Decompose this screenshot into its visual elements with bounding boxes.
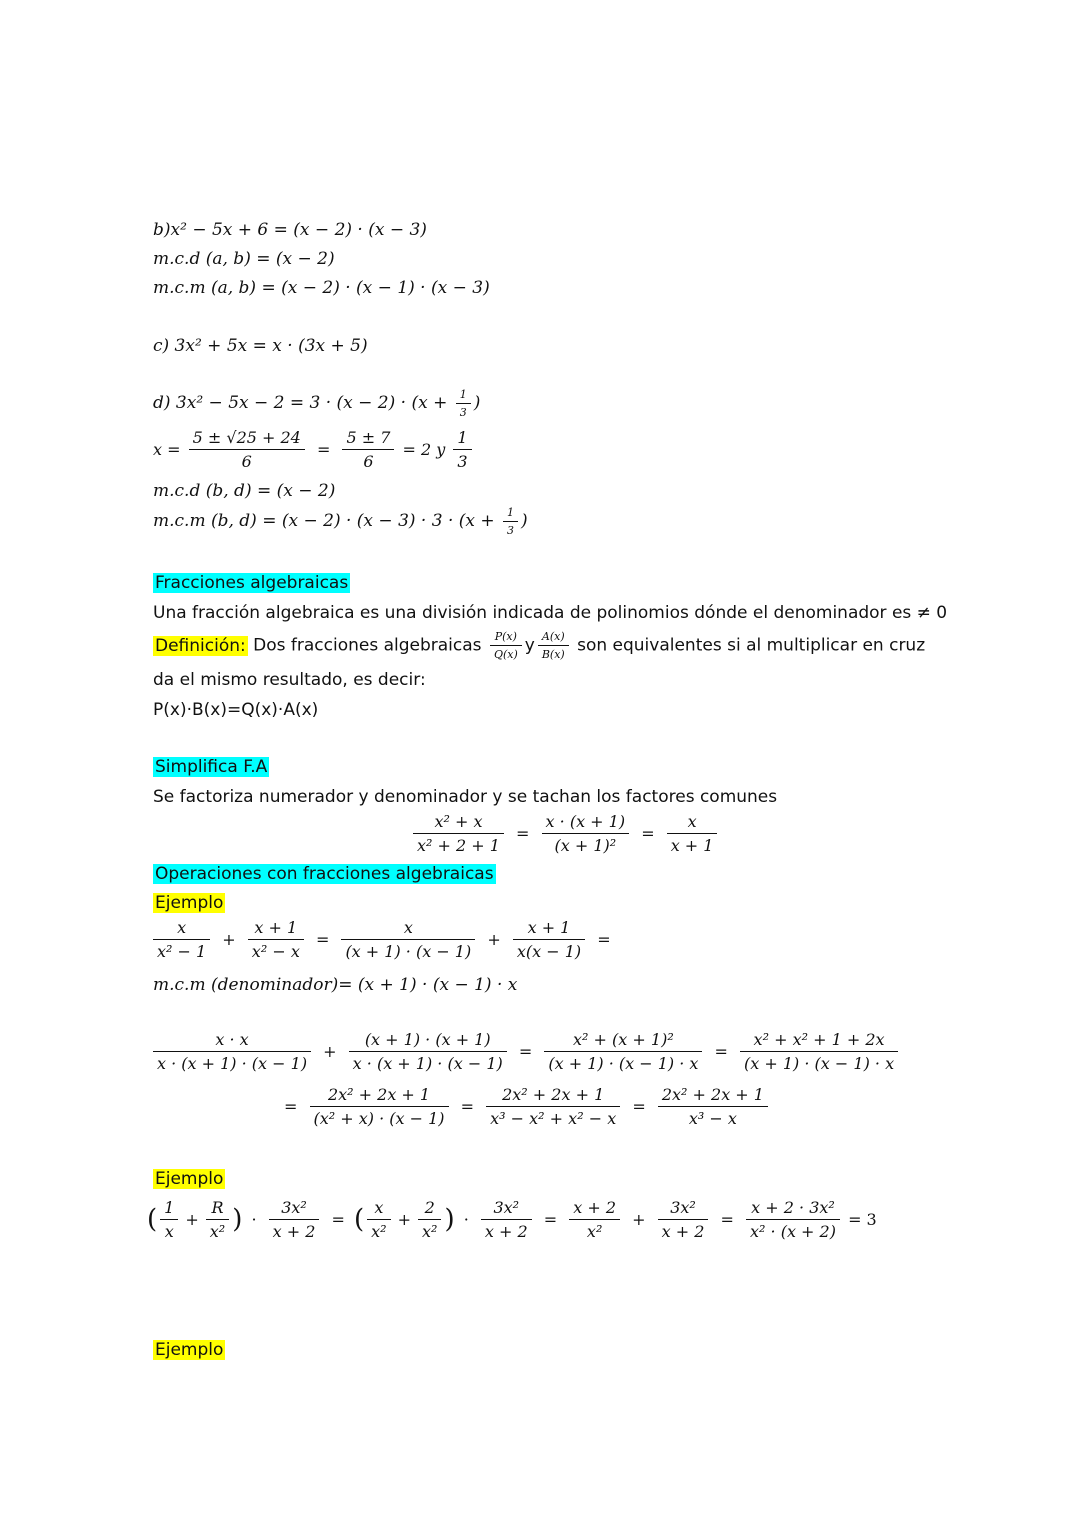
e3-frac-7: $\frac{x + 2}{\text{x²}}$ (569, 1198, 620, 1241)
e2-frac-4: $\frac{\text{x² + x² + 1 + 2x}}{(x + 1) \cdot (x - 1) \cdot x}$ (740, 1030, 898, 1073)
e1-frac-2: $\frac{x + 1}{\text{x² − x}}$ (248, 918, 304, 961)
e3-frac-3: $\frac{\text{3x²}}{x + 2}$ (269, 1198, 320, 1241)
e3-result: = 3 (848, 1210, 877, 1229)
simplifica-equation: $\frac{\text{x² + x}}{\text{x² + 2 + 1}}$ = $\frac{x \cdot (x + 1)}{\text{(x + 1)²}}$ = $\frac{x}{x + 1}$ (410, 812, 720, 855)
d-mcm-line (153, 506, 528, 537)
c-factor-line: c) 3x² + 5x = x · (3x + 5) (153, 336, 368, 356)
e3-frac-1: $\frac{1}{x}$ (160, 1198, 178, 1241)
mcm-denominador: m.c.m (denominador)= (x + 1) · (x − 1) · x (153, 975, 518, 995)
e2-frac-3: $\frac{\text{x² + (x + 1)²}}{(x + 1) \cdot (x - 1) \cdot x}$ (544, 1030, 702, 1073)
ejemplo-1-expansion-row-2: = $\frac{\text{2x² + 2x + 1}}{\text{(x² + x) · (x − 1)}}$ = $\frac{\text{2x² + 2x + 1}}{\text{x³ − x² + x² − x}}$ = $\frac{\text{2x² + 2x + 1}}{\text{x³ − x}}$ (280, 1085, 771, 1128)
d-mcm-close: ) (521, 511, 528, 531)
d-roots-frac-1: $\frac{5 \pm √25 + 24}{6}$ (189, 428, 305, 471)
fracciones-heading: Fracciones algebraicas (155, 573, 349, 593)
e1-frac-3: $\frac{x}{(x + 1) \cdot (x - 1)}$ (341, 918, 475, 961)
d-factor-third: $\frac{1}{3}$ (456, 388, 471, 419)
b-factor-line: b)x² − 5x + 6 = (x − 2) · (x − 3) (153, 220, 427, 240)
definicion-label: Definición: (155, 635, 246, 656)
ejemplo-1-equation: $\frac{x}{\text{x² − 1}}$ + $\frac{x + 1}{\text{x² − x}}$ = $\frac{x}{(x + 1) \cdot (x - 1)}$ + $\frac{x + 1}{x(x - 1)}$ = (150, 918, 615, 961)
e2-frac-1: $\frac{x \cdot x}{x \cdot (x + 1) \cdot (x - 1)}$ (153, 1030, 311, 1073)
e2-frac-6: $\frac{\text{2x² + 2x + 1}}{\text{x³ − x² + x² − x}}$ (486, 1085, 620, 1128)
e3-frac-2: $\frac{R}{\text{x²}}$ (206, 1198, 229, 1241)
simplifica-text: Se factoriza numerador y denominador y se tachan los factores comunes (153, 787, 778, 807)
y-word: y (524, 635, 535, 656)
d-mcm-prefix: m.c.m (b, d) = (x − 2) · (x − 3) · 3 · (x + (153, 511, 501, 531)
e1-frac-1: $\frac{x}{\text{x² − 1}}$ (153, 918, 210, 961)
fracciones-intro: Una fracción algebraica es una división indicada de polinomios dónde el denominador es ≠ 0 (153, 603, 948, 623)
d-roots-frac-3: $\frac{1}{3}$ (453, 428, 471, 471)
e1-frac-4: $\frac{x + 1}{x(x - 1)}$ (513, 918, 585, 961)
definicion-text-2: son equivalentes si al multiplicar en cruz (571, 635, 926, 656)
d-roots-line (153, 428, 475, 471)
e3-frac-9: $\frac{\text{x + 2 · 3x²}}{\text{x² · (x + 2)}}$ (746, 1198, 840, 1241)
d-factor-prefix: d) 3x² − 5x − 2 = 3 · (x − 2) · (x + (153, 393, 453, 413)
ejemplo-1-expansion-row-1: $\frac{x \cdot x}{x \cdot (x + 1) \cdot (x - 1)}$ + $\frac{(x + 1) \cdot (x + 1)}{x \cdot (x + 1) \cdot (x - 1)}$ = $\frac{\text{x² + (x + 1)²}}{(x + 1) \cdot (x - 1) \cdot x}$ = $\frac{\text{x² + x² + 1 + 2x}}{(x + 1) \cdot (x - 1) \cdot x}$ (150, 1030, 901, 1073)
ejemplo-1-label: Ejemplo (155, 893, 224, 913)
e3-frac-4: $\frac{x}{\text{x²}}$ (367, 1198, 390, 1241)
e2-frac-5: $\frac{\text{2x² + 2x + 1}}{\text{(x² + x) · (x − 1)}}$ (310, 1085, 449, 1128)
d-roots-x: x = (153, 440, 181, 459)
d-factor-line (153, 388, 480, 419)
simp-frac-3: $\frac{x}{x + 1}$ (667, 812, 718, 855)
d-mcm-third: $\frac{1}{3}$ (503, 506, 518, 537)
d-roots-result: = 2 y (402, 440, 446, 459)
ejemplo-2-label: Ejemplo (155, 1169, 224, 1189)
b-mcm-line: m.c.m (a, b) = (x − 2) · (x − 1) · (x − 3) (153, 278, 490, 298)
d-mcd-line: m.c.d (b, d) = (x − 2) (153, 481, 336, 501)
e3-frac-5: $\frac{2}{\text{x²}}$ (418, 1198, 441, 1241)
simplifica-heading: Simplifica F.A (155, 757, 268, 777)
ejemplo-2-equation: ( $\frac{1}{x}$ + $\frac{R}{\text{x²}}$ ) · $\frac{\text{3x²}}{x + 2}$ = ( $\frac{x}{\text{x²}}$ + $\frac{2}{\text{x²}}$ ) · $\frac{\text{3x²}}{x + 2}$ = $\frac{x + 2}{\text{x²}}$ + $\frac{\text{3x²}}{x + 2}$ = $\frac{\text{x + 2 · 3x²}}{\text{x² · (x + 2)}}$ = 3 (147, 1198, 877, 1241)
definicion-line (153, 630, 925, 661)
ejemplo-3-label: Ejemplo (155, 1340, 224, 1360)
e3-frac-8: $\frac{\text{3x²}}{x + 2}$ (658, 1198, 709, 1241)
e2-frac-7: $\frac{\text{2x² + 2x + 1}}{\text{x³ − x}}$ (658, 1085, 768, 1128)
b-mcd-line: m.c.d (a, b) = (x − 2) (153, 249, 335, 269)
d-factor-close: ) (473, 393, 481, 413)
definicion-text-3: da el mismo resultado, es decir: (153, 670, 426, 690)
simp-frac-1: $\frac{\text{x² + x}}{\text{x² + 2 + 1}}$ (413, 812, 504, 855)
definicion-text-1: Dos fracciones algebraicas (247, 635, 487, 656)
frac-a-b: $\frac{A(x)}{B(x)}$ (538, 630, 569, 661)
frac-p-q: $\frac{P(x)}{Q(x)}$ (490, 630, 522, 661)
simp-frac-2: $\frac{x \cdot (x + 1)}{\text{(x + 1)²}}$ (542, 812, 630, 855)
d-roots-frac-2: $\frac{5 \pm 7}{6}$ (342, 428, 394, 471)
e3-frac-6: $\frac{\text{3x²}}{x + 2}$ (481, 1198, 532, 1241)
operaciones-heading: Operaciones con fracciones algebraicas (155, 864, 494, 884)
cross-product: P(x)·B(x)=Q(x)·A(x) (153, 700, 319, 720)
eq-sign: = (316, 440, 331, 459)
e2-frac-2: $\frac{(x + 1) \cdot (x + 1)}{x \cdot (x + 1) \cdot (x - 1)}$ (349, 1030, 507, 1073)
